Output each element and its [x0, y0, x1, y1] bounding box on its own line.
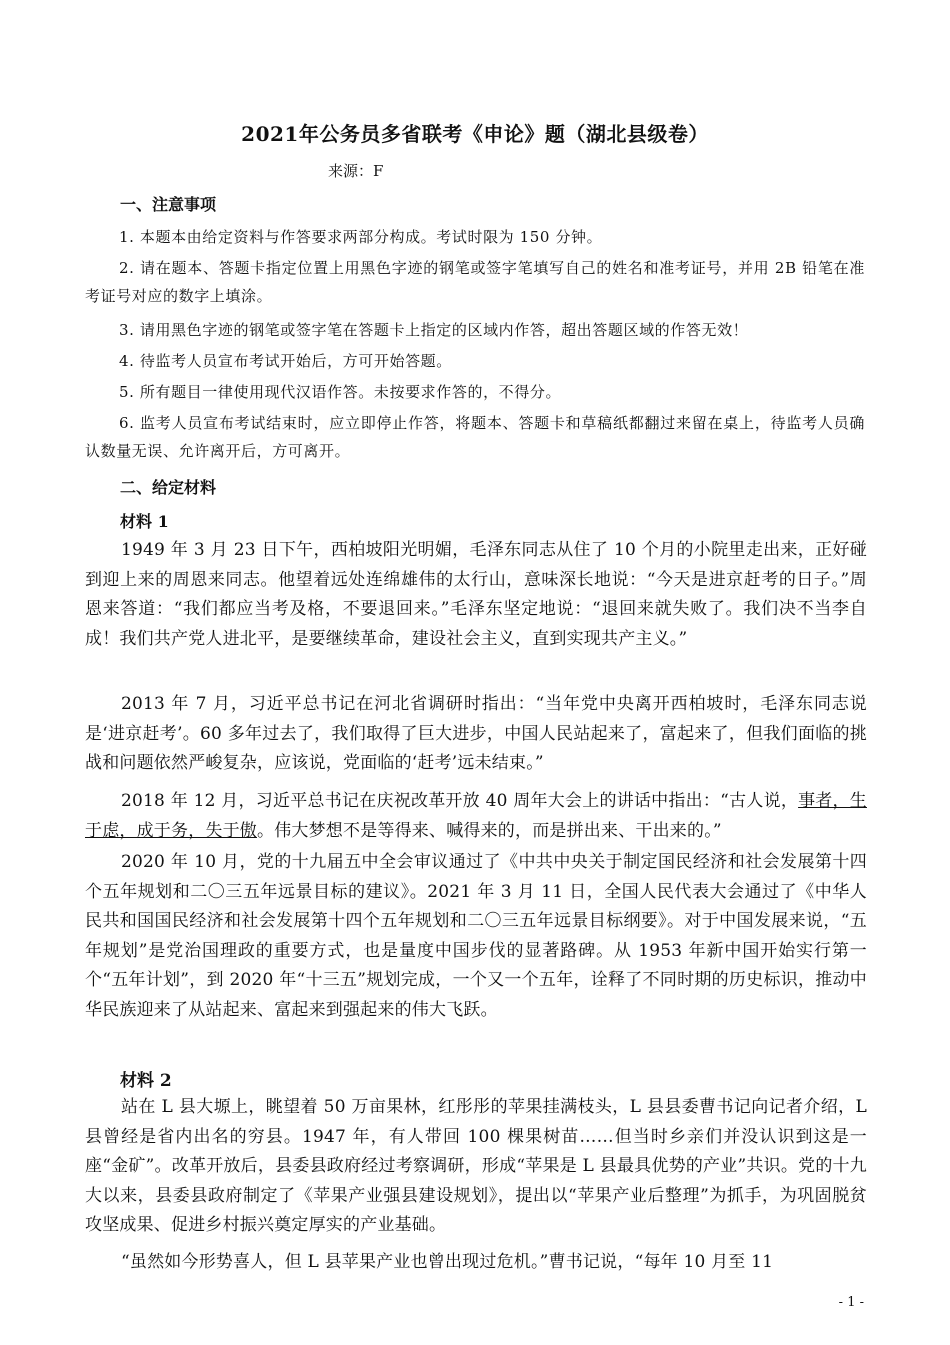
material-1-heading: 材料 1 [120, 512, 169, 531]
section-heading-materials: 二、给定材料 [120, 478, 217, 497]
note-item-2: 2. 请在题本、答题卡指定位置上用黑色字迹的钢笔或签字笔填写自己的姓名和准考证号，并用 2B 铅笔在准考证号对应的数字上填涂。 [85, 259, 865, 305]
source-line: 来源：F [328, 162, 384, 180]
section-heading-notes: 一、注意事项 [120, 195, 217, 214]
material-1-paragraph-2: 2013 年 7 月，习近平总书记在河北省调研时指出：“当年党中央离开西柏坡时，毛泽东同志说是‘进京赶考’。60 多年过去了，我们取得了巨大进步，中国人民站起来了，富起来了，但我们面临的挑战和问题依然严峻复杂，应该说，党面临的‘赶考’远未结束。” [85, 694, 867, 773]
paragraph-3-end: 。伟大梦想不是等得来、喊得来的，而是拼出来、干出来的。” [257, 820, 722, 841]
material-2-paragraph-1: 站在 L 县大塬上，眺望着 50 万亩果林，红彤彤的苹果挂满枝头，L 县县委曹书记向记者介绍，L 县曾经是省内出名的穷县。1947 年，有人带回 100 棵果树苗……但当时乡亲们并没认识到这是一座“金矿”。改革开放后，县委县政府经过考察调研，形成“苹果是 L 县最具优势的产业”共识。党的十九大以来，县委县政府制定了《苹果产业强县建设规划》，提出以“苹果产业后整理”为抓手，为巩固脱贫攻坚成果、促进乡村振兴奠定厚实的产业基础。 [85, 1097, 867, 1235]
note-item-5: 5. 所有题目一律使用现代汉语作答。未按要求作答的，不得分。 [119, 383, 562, 401]
page-number: - 1 - [838, 1295, 864, 1310]
note-item-1: 1. 本题本由给定资料与作答要求两部分构成。考试时限为 150 分钟。 [119, 228, 603, 246]
material-2-heading: 材料 2 [120, 1071, 172, 1091]
material-1-paragraph-4: 2020 年 10 月，党的十九届五中全会审议通过了《中共中央关于制定国民经济和社会发展第十四个五年规划和二〇三五年远景目标的建议》。2021 年 3 月 11 日，全国人民代表大会通过了《中华人民共和国国民经济和社会发展第十四个五年规划和二〇三五年远景目标纲要》。对于中国发展来说，“五年规划”是党治国理政的重要方式，也是量度中国步伐的显著路碑。从 1953 年新中国开始实行第一个“五年计划”，到 2020 年“十三五”规划完成，一个又一个五年，诠释了不同时期的历史标识，推动中华民族迎来了从站起来、富起来到强起来的伟大飞跃。 [85, 852, 867, 1020]
material-1-paragraph-1: 1949 年 3 月 23 日下午，西柏坡阳光明媚，毛泽东同志从住了 10 个月的小院里走出来，正好碰到迎上来的周恩来同志。他望着远处连绵雄伟的太行山，意味深长地说：“今天是进京赶考的日子。”周恩来答道：“我们都应当考及格，不要退回来。”毛泽东坚定地说：“退回来就失败了。我们决不当李自成！我们共产党人进北平，是要继续革命，建设社会主义，直到实现共产主义。” [85, 540, 867, 649]
document-title: 2021年公务员多省联考《申论》题（湖北县级卷） [241, 122, 709, 146]
note-item-6: 6. 监考人员宣布考试结束时，应立即停止作答，将题本、答题卡和草稿纸都翻过来留在桌上，待监考人员确认数量无误、允许离开后，方可离开。 [85, 414, 865, 460]
underlined-quote: 事者，生于虑，成于务，失于傲 [85, 791, 867, 841]
material-2-paragraph-2: “虽然如今形势喜人，但 L 县苹果产业也曾出现过危机。”曹书记说，“每年 10 月至 11 [121, 1252, 774, 1272]
note-item-3: 3. 请用黑色字迹的钢笔或签字笔在答题卡上指定的区域内作答，超出答题区域的作答无效！ [119, 321, 749, 339]
paragraph-3-start: 2018 年 12 月，习近平总书记在庆祝改革开放 40 周年大会上的讲话中指出：“古人说， [121, 791, 799, 811]
material-1-paragraph-3 [85, 787, 867, 846]
note-item-4: 4. 待监考人员宣布考试开始后，方可开始答题。 [119, 352, 452, 370]
